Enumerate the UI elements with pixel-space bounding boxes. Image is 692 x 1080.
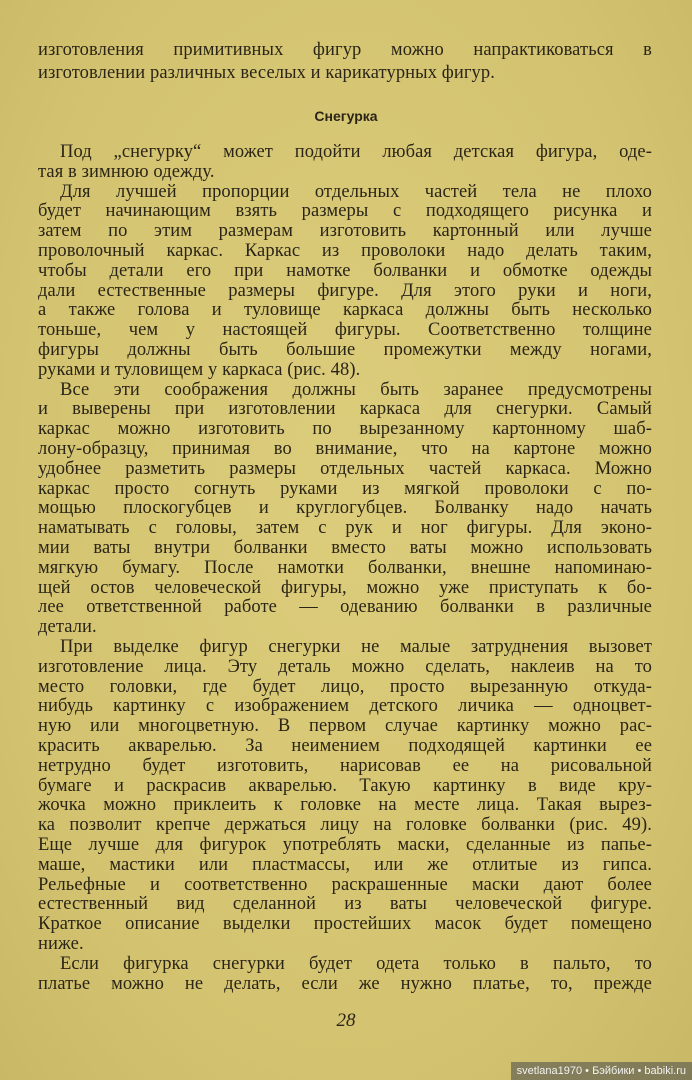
section-heading: Снегурка xyxy=(314,108,378,124)
text-line: При выделке фигур снегурки не малые затруднения вызовет xyxy=(60,637,652,657)
text-line: удобнее разметить размеры отдельных частей каркаса. Можно xyxy=(38,459,652,479)
text-line: тоньше, чем у настоящей фигуры. Соответственно толщине xyxy=(38,320,652,340)
text-line: ниже. xyxy=(38,934,84,954)
text-line: Под „снегурку“ может подойти любая детская фигура, оде- xyxy=(60,142,652,162)
text-line: платье можно не делать, если же нужно платье, то, прежде xyxy=(38,974,652,994)
text-line: чтобы детали его при намотке болванки и обмотке одежды xyxy=(38,261,652,281)
text-line: наматывать с головы, затем с рук и ног фигуры. Для эконо- xyxy=(38,518,652,538)
text-line: лее ответственной работе — одеванию болванки в различные xyxy=(38,597,652,617)
text-line: ную или многоцветную. В первом случае картинку можно рас- xyxy=(38,716,652,736)
page-number: 28 xyxy=(336,1010,356,1031)
text-line: нетрудно будет изготовить, нарисовав ее на рисовальной xyxy=(38,756,652,776)
text-line: щей остов человеческой фигуры, можно уже приступать к бо- xyxy=(38,578,652,598)
text-line: мии ваты внутри болванки вместо ваты можно использовать xyxy=(38,538,652,558)
text-line: мощью плоскогубцев и круглогубцев. Болванку надо начать xyxy=(38,498,652,518)
text-line: детали. xyxy=(38,617,97,637)
text-line: Краткое описание выделки простейших масок будет помещено xyxy=(38,914,652,934)
text-line: изготовлении различных веселых и карикатурных фигур. xyxy=(38,63,495,83)
text-line: Еще лучше для фигурок употреблять маски, сделанные из папье- xyxy=(38,835,652,855)
text-line: красить акварелью. За неимением подходящей картинки ее xyxy=(38,736,652,756)
watermark: svetlana1970 • Бэйбики • babiki.ru xyxy=(511,1062,692,1080)
text-line: затем по этим размерам изготовить картонный или лучше xyxy=(38,221,652,241)
text-line: проволочный каркас. Каркас из проволоки надо делать таким, xyxy=(38,241,652,261)
text-line: а также голова и туловище каркаса должны быть несколько xyxy=(38,300,652,320)
text-line: мягкую бумагу. После намотки болванки, внешне напоминаю- xyxy=(38,558,652,578)
text-line: жочка можно приклеить к головке на месте лица. Такая вырез- xyxy=(38,795,652,815)
text-line: Рельефные и соответственно раскрашенные маски дают более xyxy=(38,875,652,895)
text-line: будет начинающим взять размеры с подходящего рисунка и xyxy=(38,201,652,221)
text-line: ка позволит крепче держаться лицу на головке болванки (рис. 49). xyxy=(38,815,652,835)
text-line: изготовление лица. Эту деталь можно сделать, наклеив на то xyxy=(38,657,652,677)
text-line: фигуры должны быть большие промежутки между ногами, xyxy=(38,340,652,360)
text-line: и выверены при изготовлении каркаса для снегурки. Самый xyxy=(38,399,652,419)
text-line: Если фигурка снегурки будет одета только в пальто, то xyxy=(60,954,652,974)
text-line: Для лучшей пропорции отдельных частей тела не плохо xyxy=(60,182,652,202)
text-line: Все эти соображения должны быть заранее предусмотрены xyxy=(60,380,652,400)
text-line: руками и туловищем у каркаса (рис. 48). xyxy=(38,360,361,380)
text-line: тая в зимнюю одежду. xyxy=(38,162,215,182)
text-line: нибудь картинку с изображением детского личика — одноцвет- xyxy=(38,696,652,716)
text-line: каркас можно изготовить по вырезанному картонному шаб- xyxy=(38,419,652,439)
text-line: лону-образцу, принимая во внимание, что на картоне можно xyxy=(38,439,652,459)
text-line: бумаге и раскрасив акварелью. Такую картинку в виде кру- xyxy=(38,776,652,796)
text-line: каркас просто согнуть руками из мягкой проволоки с по- xyxy=(38,479,652,499)
text-line: дали естественные размеры фигуре. Для этого руки и ноги, xyxy=(38,281,652,301)
text-line: изготовления примитивных фигур можно напрактиковаться в xyxy=(38,40,652,60)
text-line: маше, мастики или пластмассы, или же отлитые из гипса. xyxy=(38,855,652,875)
text-line: естественный вид сделанной из ваты человеческой фигуре. xyxy=(38,894,652,914)
text-line: место головки, где будет лицо, просто вырезанную откуда- xyxy=(38,677,652,697)
